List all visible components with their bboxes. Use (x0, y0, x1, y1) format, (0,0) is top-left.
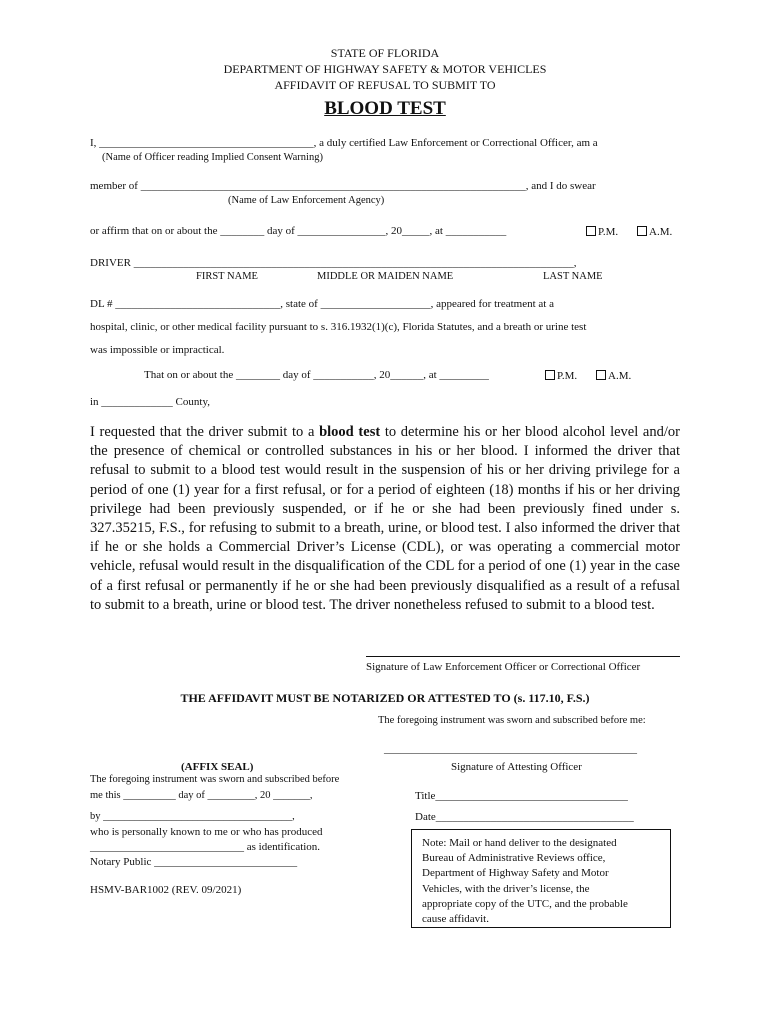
foregoing-right-text: The foregoing instrument was sworn and subscribed before me: (378, 715, 646, 726)
header-affidavit: AFFIDAVIT OF REFUSAL TO SUBMIT TO (274, 78, 496, 92)
notary-left-line-4: who is personally known to me or who has produced (90, 826, 323, 838)
date-field[interactable]: Date____________________________________ (415, 811, 634, 823)
am-option-2[interactable] (596, 370, 631, 382)
middle-name-caption: MIDDLE OR MAIDEN NAME (317, 271, 454, 282)
notary-left-line-1: The foregoing instrument was sworn and subscribed before (90, 774, 340, 785)
checkbox-pm-1[interactable] (586, 226, 596, 236)
officer-signature-line[interactable] (366, 656, 680, 657)
am-option-1[interactable] (637, 226, 672, 238)
page-title: BLOOD TEST (324, 98, 446, 119)
pm-label-2: P.M. (557, 370, 578, 382)
note-box (411, 829, 671, 928)
officer-name-line[interactable]: I, _______________________________________, a duly certified Law Enforcement or Correctional Officer, am a (90, 137, 598, 149)
pm-option-2[interactable] (545, 370, 577, 382)
affirm-date-line[interactable]: or affirm that on or about the ________ day of ________________, 20_____, at ___________ (90, 225, 507, 237)
county-line[interactable]: in _____________ County, (90, 396, 210, 408)
title-field[interactable]: Title___________________________________ (415, 790, 628, 802)
checkbox-pm-2[interactable] (545, 370, 555, 380)
checkbox-am-1[interactable] (637, 226, 647, 236)
attesting-signature-caption: Signature of Attesting Officer (451, 761, 582, 773)
impossible-line: was impossible or impractical. (90, 344, 225, 356)
officer-signature-caption: Signature of Law Enforcement Officer or Correctional Officer (366, 661, 641, 673)
hospital-line: hospital, clinic, or other medical facility pursuant to s. 316.1932(1)(c), Florida Statutes, and a breath or urine test (90, 321, 587, 333)
header-state: STATE OF FLORIDA (330, 46, 440, 60)
paragraph-part-1: I requested that the driver submit to a (90, 424, 320, 440)
note-text: Note: Mail or hand deliver to the designated Bureau of Administrative Reviews office, Department of Highway Safety and Motor Vehicles, with the driver’s license, the appropriate copy of the UTC, and the probable cause affidavit. (422, 837, 628, 926)
paragraph-part-2: to determine his or her blood alcohol level and/or the presence of chemical or controlled substances in his or her blood. I informed the driver that refusal to submit to a blood test would result in the suspension of his or her driving privilege for a period of one (1) year for a first refusal, or for a period of eighteen (18) months if his or her driving privilege had been previously suspended, or if he or she had been previously fined under s. 327.35215, F.S., for refusing to submit to a breath, urine, or blood test. I also informed the driver that if he or she holds a Commercial Driver’s License (CDL), or was operating a commercial motor vehicle, refusal would result in the disqualification of the CDL for a period of one (1) year in the case of a first refusal or permanently if he or she had been previously disqualified as a result of a refusal to submit to a breath, urine or blood test. The driver nonetheless refused to submit to a blood test. (90, 424, 680, 613)
dl-number-line[interactable]: DL # ______________________________, state of ____________________, appeared for treatment at a (90, 298, 554, 310)
header-department: DEPARTMENT OF HIGHWAY SAFETY & MOTOR VEHICLES (223, 62, 547, 76)
checkbox-am-2[interactable] (596, 370, 606, 380)
notary-heading: THE AFFIDAVIT MUST BE NOTARIZED OR ATTESTED TO (s. 117.10, F.S.) (180, 691, 590, 705)
affix-seal-label: (AFFIX SEAL) (181, 761, 254, 773)
form-id: HSMV-BAR1002 (REV. 09/2021) (90, 884, 242, 896)
driver-name-line[interactable]: DRIVER ________________________________________________________________________________, (90, 257, 577, 269)
first-name-caption: FIRST NAME (196, 271, 258, 282)
pm-label-1: P.M. (598, 226, 619, 238)
agency-name-line[interactable]: member of ______________________________________________________________________, and I do swear (90, 180, 596, 192)
affidavit-paragraph (90, 423, 680, 615)
am-label-1: A.M. (649, 226, 673, 238)
treatment-date-line[interactable]: That on or about the ________ day of ___________, 20______, at _________ (144, 369, 489, 381)
attesting-signature-line[interactable]: ______________________________________________ (384, 743, 637, 755)
notary-public-line[interactable]: Notary Public __________________________ (90, 856, 298, 868)
officer-name-caption: (Name of Officer reading Implied Consent Warning) (102, 152, 323, 163)
paragraph-bold-blood-test: blood test (319, 424, 381, 440)
notary-left-line-2[interactable]: me this __________ day of _________, 20 _______, (90, 790, 313, 801)
notary-left-line-5[interactable]: ____________________________ as identification. (90, 841, 321, 853)
agency-name-caption: (Name of Law Enforcement Agency) (228, 195, 385, 206)
notary-left-line-3[interactable]: by ____________________________________, (90, 811, 295, 822)
pm-option-1[interactable] (586, 226, 618, 238)
am-label-2: A.M. (608, 370, 632, 382)
last-name-caption: LAST NAME (543, 271, 603, 282)
